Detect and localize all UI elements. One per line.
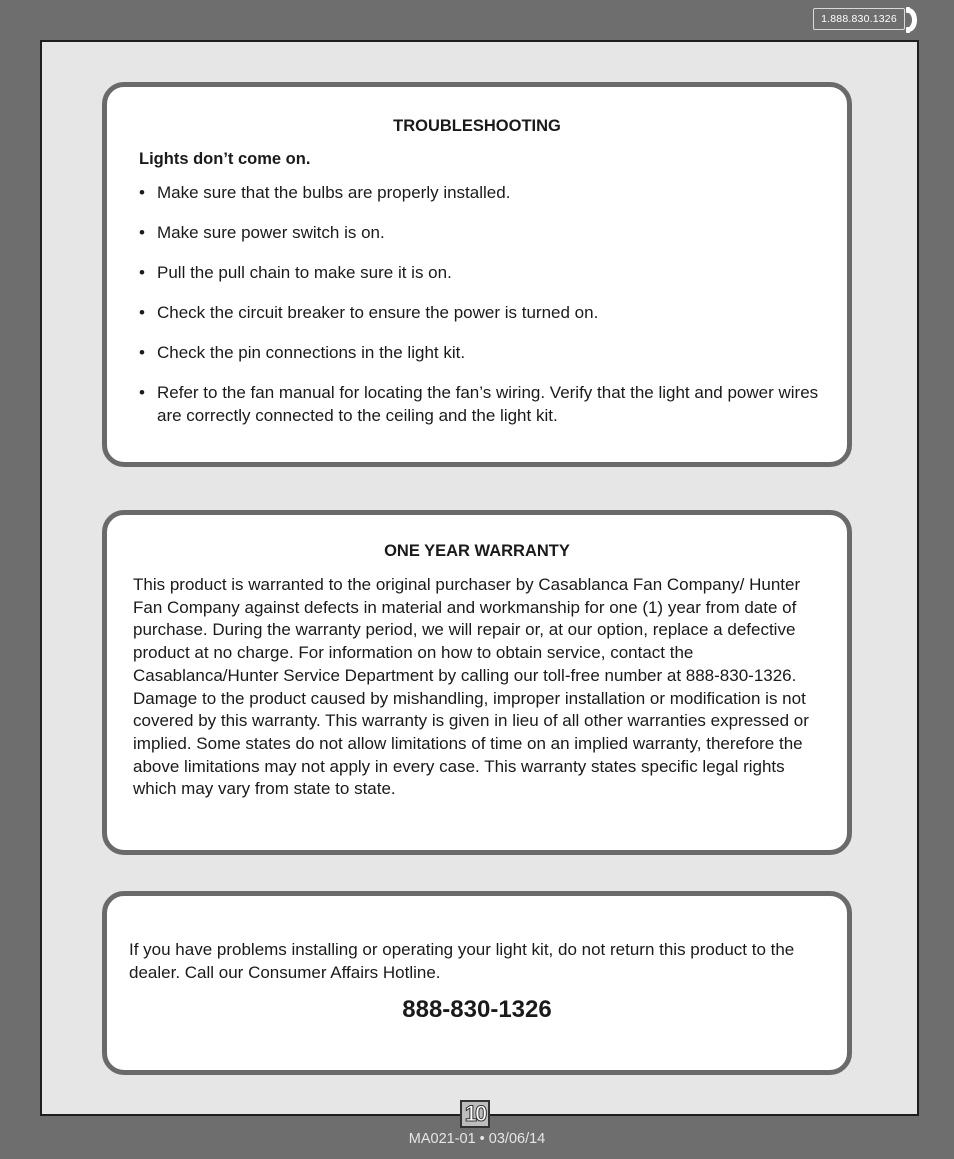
list-item-text: Pull the pull chain to make sure it is on. — [157, 263, 452, 282]
list-item — [139, 261, 839, 284]
hotline-text: If you have problems installing or operating your light kit, do not return this product to the dealer. Call our Consumer Affairs Hotline. — [129, 940, 795, 982]
bullet-icon: • — [139, 303, 145, 322]
troubleshooting-title: TROUBLESHOOTING — [393, 117, 561, 135]
list-item — [139, 221, 839, 244]
troubleshooting-panel — [102, 82, 852, 467]
troubleshooting-list — [139, 181, 839, 444]
page-number: 10 — [460, 1100, 490, 1128]
hotline-number: 888-830-1326 — [402, 996, 552, 1023]
phone-handset-icon — [905, 6, 919, 34]
header-phone-number: 1.888.830.1326 — [813, 8, 905, 30]
hotline-panel — [102, 891, 852, 1075]
warranty-panel — [102, 510, 852, 855]
list-item — [139, 341, 839, 364]
troubleshooting-subhead: Lights don’t come on. — [139, 150, 311, 168]
list-item — [139, 301, 839, 324]
bullet-icon: • — [139, 343, 145, 362]
bullet-icon: • — [139, 383, 145, 402]
warranty-title: ONE YEAR WARRANTY — [384, 542, 570, 560]
list-item-text: Make sure power switch is on. — [157, 223, 385, 242]
bullet-icon: • — [139, 223, 145, 242]
document-code: MA021-01 • 03/06/14 — [408, 1131, 546, 1147]
list-item-text: Refer to the fan manual for locating the fan’s wiring. Verify that the light and power wires are correctly connected to the ceiling and the light kit. — [157, 383, 819, 425]
bullet-icon: • — [139, 183, 145, 202]
warranty-body: This product is warranted to the original purchaser by Casablanca Fan Company/ Hunter Fan Company against defects in material and workmanship for one (1) year from date of purchase. During the warranty period, we will repair or, at our option, replace a defective product at no charge. For information on how to obtain service, contact the Casablanca/Hunter Service Department by calling our toll-free number at 888-830-1326. Damage to the product caused by mishandling, improper installation or modification is not covered by this warranty. This warranty is given in lieu of all other warranties expressed or implied. Some states do not allow limitations of time on an implied warranty, therefore the above limitations may not apply in every case. This warranty states specific legal rights which may vary from state to state. — [133, 575, 809, 799]
bullet-icon: • — [139, 263, 145, 282]
list-item — [139, 181, 839, 204]
list-item — [139, 381, 839, 427]
list-item-text: Check the circuit breaker to ensure the power is turned on. — [157, 303, 599, 322]
list-item-text: Check the pin connections in the light kit. — [157, 343, 466, 362]
list-item-text: Make sure that the bulbs are properly installed. — [157, 183, 511, 202]
